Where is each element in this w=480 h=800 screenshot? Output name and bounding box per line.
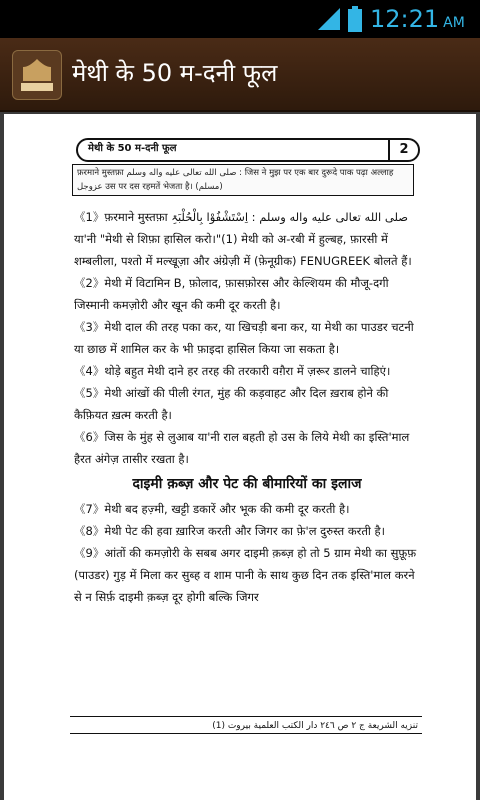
signal-icon xyxy=(316,6,342,32)
paragraph: 《3》मेथी दाल की तरह पका कर, या खिचड़ी बना कर, या मेथी का पाउडर चटनी या छाछ में शामिल कर के भी फ़ाइदा हासिल किया जा सकता है। xyxy=(74,320,414,356)
paragraph: 《9》आंतों की कमज़ोरी के सबब अगर दाइमी क़ब्ज़ हो तो 5 ग्राम मेथी का सुफ़ूफ़ (पाउडर) गुड़ में मिला कर सुब्ह व शाम पानी के साथ कुछ दिन तक इस्ति'माल करने से न सिर्फ़ दाइमी क़ब्ज़ दूर होगी बल्कि जिगर xyxy=(74,546,417,604)
footnote: (1) تنزيه الشريعة ج ٢ ص ٢٤٦ دار الكتب العلمية بيروت xyxy=(70,716,422,734)
status-bar xyxy=(0,0,480,38)
page-content xyxy=(74,206,420,608)
book-logo-icon[interactable] xyxy=(12,50,62,100)
paragraph: 《4》थोड़े बहुत मेथी दाने हर तरह की तरकारी वग़ैरा में ज़रूर डालने चाहिएं। xyxy=(74,364,391,378)
paragraph: 《6》जिस के मुंह से लुआब या'नी राल बहती हो उस के लिये मेथी का इस्ति'माल हैरत अंगेज़ तासीर रखता है। xyxy=(74,430,410,466)
clock: 12:21 AM xyxy=(370,5,465,33)
page-number: 2 xyxy=(388,140,418,160)
battery-icon xyxy=(348,6,362,32)
paragraph: 《8》मेथी पेट की हवा ख़ारिज करती और जिगर का फ़े'ल दुरुस्त करती है। xyxy=(74,524,386,538)
page-header xyxy=(76,138,420,162)
hadith-note: फ़रमाने मुस्तफ़ा صلى الله تعالى عليه واله وسلم : जिस ने मुझ पर एक बार दुरूदे पाक पढ़ा अल्लाह عزوجل उस पर दस रहमतें भेजता है। (مسلم) xyxy=(72,164,414,196)
book-page[interactable] xyxy=(4,114,476,800)
app-bar xyxy=(0,38,480,112)
paragraph: 《5》मेथी आंखों की पीली रंगत, मुंह की कड़वाहट और दिल ख़राब होने की कैफ़ियत ख़त्म करती है। xyxy=(74,386,389,422)
paragraph: 《2》मेथी में विटामिन B, फ़ोलाद, फ़ासफ़ोरस और केल्शियम की मौजू-दगी जिस्मानी कमज़ोरी और खून की कमी दूर करती है। xyxy=(74,276,389,312)
app-title: मेथी के 50 म-दनी फूल xyxy=(72,59,278,87)
header-title: मेथी के 50 म-दनी फूल xyxy=(88,143,177,154)
paragraph: 《1》फ़रमाने मुस्तफ़ा صلى الله تعالى عليه واله وسلم : اِسْتَشْفُوْا بِالْحُلْبَۃِ या'नी "मेथी से शिफ़ा हासिल करो।"(1) मेथी को अ-रबी में हुल्बह, फ़ारसी में शम्बलीला, पश्तो में मल्खूज़ा और अंग्रेज़ी में (फ़ेनूग्रीक) FENUGREEK बोलते हैं। xyxy=(74,210,412,268)
section-heading: दाइमी क़ब्ज़ और पेट की बीमारियों का इलाज xyxy=(132,476,362,492)
paragraph: 《7》मेथी बद हज़्मी, खट्टी डकारें और भूक की कमी दूर करती है। xyxy=(74,502,350,516)
